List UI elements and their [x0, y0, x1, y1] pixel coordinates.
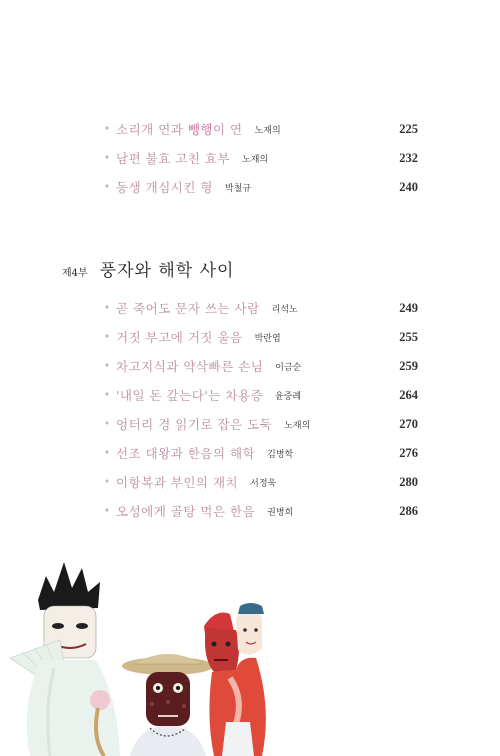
bullet: • — [104, 505, 110, 517]
section-title: 풍자와 해학 사이 — [99, 261, 235, 281]
toc-entry[interactable] — [104, 327, 418, 347]
entry-author: 윤중례 — [275, 391, 302, 402]
entry-author: 박철규 — [224, 183, 252, 194]
entry-page: 255 — [399, 329, 418, 344]
entry-title: 거짓 부고에 거짓 울음 — [116, 330, 243, 345]
toc-entry[interactable] — [104, 356, 418, 376]
toc-entry[interactable] — [104, 385, 418, 405]
entry-title: 곧 죽어도 문자 쓰는 사람 — [116, 301, 260, 316]
bullet: • — [104, 123, 110, 135]
mask-dance-illustration — [0, 548, 300, 756]
bullet: • — [104, 389, 110, 401]
straw-hat-mask-figure — [122, 654, 214, 756]
bullet: • — [104, 360, 110, 372]
toc-entry[interactable] — [104, 414, 418, 434]
entry-author: 서정욱 — [250, 478, 277, 489]
entry-author: 노재의 — [254, 125, 281, 136]
entry-author: 박란엽 — [254, 333, 281, 344]
entry-author: 이금순 — [275, 362, 302, 373]
toc-entry[interactable] — [104, 443, 418, 463]
bullet: • — [104, 331, 110, 343]
entry-page: 259 — [399, 358, 418, 373]
toc-entry[interactable] — [104, 472, 418, 492]
entry-page: 249 — [399, 300, 418, 315]
entry-title: 엉터리 경 읽기로 잡은 도둑 — [116, 417, 273, 432]
entry-author: 노재의 — [284, 420, 311, 431]
entry-title: 소리개 연과 뺑행이 연 — [116, 122, 243, 137]
entry-page: 270 — [399, 416, 418, 431]
section-heading — [62, 256, 234, 281]
bullet: • — [104, 447, 110, 459]
entry-author: 노재의 — [242, 154, 269, 165]
entry-page: 264 — [399, 387, 418, 402]
toc-entry[interactable] — [104, 501, 418, 521]
bullet: • — [104, 302, 110, 314]
entry-page: 225 — [399, 121, 418, 136]
entry-author: 리석노 — [271, 304, 298, 315]
entry-title: 남편 불효 고친 효부 — [116, 151, 231, 166]
entry-title: '내일 돈 갚는다'는 차용증 — [116, 388, 264, 403]
entry-page: 286 — [399, 503, 418, 518]
entry-page: 276 — [399, 445, 418, 460]
entry-title: 차고지식과 약삭빠른 손님 — [116, 359, 264, 374]
toc-entry[interactable] — [104, 298, 418, 318]
entry-title: 동생 개심시킨 형 — [116, 180, 213, 195]
bullet: • — [104, 476, 110, 488]
entry-author: 권병희 — [267, 507, 294, 518]
bullet: • — [104, 418, 110, 430]
bullet: • — [104, 152, 110, 164]
section-number: 제4부 — [62, 268, 88, 279]
toc-entry[interactable] — [104, 177, 418, 197]
spiky-hair-mask-figure — [10, 562, 120, 756]
red-mask-figure — [204, 603, 266, 756]
toc-entry[interactable] — [104, 119, 418, 139]
entry-page: 232 — [399, 150, 418, 165]
entry-title: 이항복과 부인의 재치 — [116, 475, 239, 490]
entry-title: 선조 대왕과 한음의 해학 — [116, 446, 256, 461]
entry-page: 280 — [399, 474, 418, 489]
entry-title: 오성에게 골탕 먹은 한음 — [116, 504, 256, 519]
toc-entry[interactable] — [104, 148, 418, 168]
bullet: • — [104, 181, 110, 193]
entry-author: 김병학 — [267, 449, 294, 460]
entry-page: 240 — [399, 179, 418, 194]
